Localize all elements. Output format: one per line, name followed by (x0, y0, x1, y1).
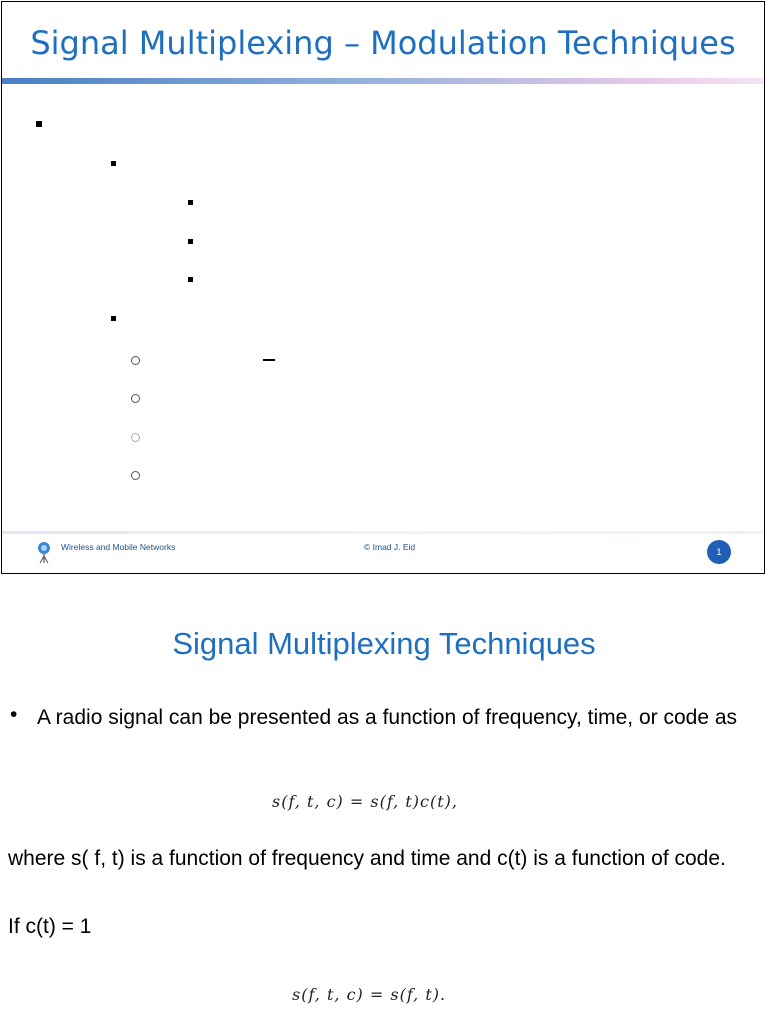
dash-mark (263, 359, 275, 361)
formula-2: s(f, t, c) = s(f, t). (292, 985, 447, 1004)
bullet-circle (131, 471, 140, 480)
bullet-circle (131, 356, 140, 365)
page-number-badge: 1 (707, 540, 731, 564)
bullet-level-3 (188, 239, 193, 244)
bullet-level-2 (111, 316, 116, 321)
footer-course-name: Wireless and Mobile Networks (61, 542, 176, 552)
bullet-level-3 (188, 277, 193, 282)
slide-1 (1, 1, 765, 574)
slide-2-title: Signal Multiplexing Techniques (172, 626, 596, 661)
bullet-level-2 (111, 161, 116, 166)
bullet-level-1 (36, 121, 42, 127)
if-line: If c(t) = 1 (8, 915, 92, 938)
bullet-circle (131, 433, 140, 442)
footer-divider (2, 531, 764, 534)
formula-1: s(f, t, c) = s(f, t)c(t), (272, 792, 458, 811)
title-divider (2, 78, 764, 84)
bullet-text: A radio signal can be presented as a function of frequency, time, or code as (37, 706, 738, 729)
globe-antenna-logo-icon (35, 541, 53, 565)
bullet-dot: • (10, 703, 18, 726)
bullet-level-3 (188, 200, 193, 205)
bullet-circle (131, 394, 140, 403)
where-paragraph: where s( f, t) is a function of frequency and time and c(t) is a function of code. (8, 847, 726, 870)
footer-copyright: © Imad J. Eid (364, 542, 416, 552)
slide-1-title: Signal Multiplexing – Modulation Techniques (30, 24, 736, 62)
